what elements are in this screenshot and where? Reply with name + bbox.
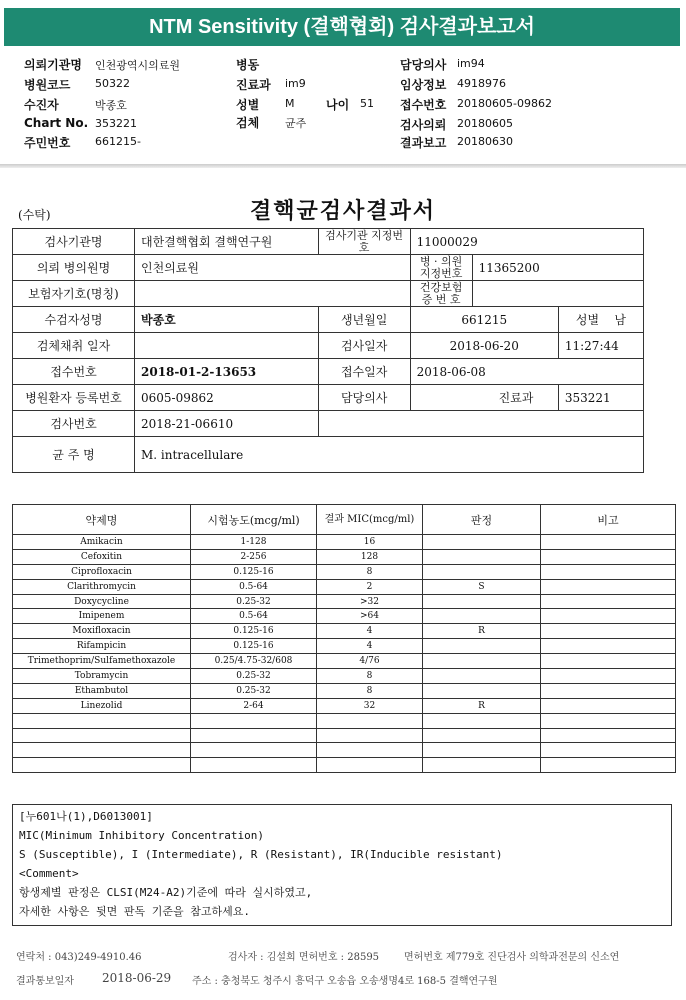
footer-report-label: 결과통보일자 <box>16 976 74 987</box>
col-header: 비고 <box>541 505 676 535</box>
drug-row <box>13 713 676 728</box>
drug-cell: 32 <box>317 698 423 713</box>
drug-cell: 128 <box>317 549 423 564</box>
drug-cell: 0.125-16 <box>191 624 317 639</box>
col-header: 시험농도(mcg/ml) <box>191 505 317 535</box>
drug-cell <box>541 669 676 684</box>
footer-report-date: 2018-06-29 <box>102 971 172 985</box>
drug-cell: S <box>423 579 541 594</box>
drug-cell: Trimethoprim/Sulfamethoxazole <box>13 654 191 669</box>
drug-cell <box>423 654 541 669</box>
footer-address: 주소 : 충청북도 청주시 흥덕구 오송읍 오송생명4로 168-5 결핵연구원 <box>192 976 498 987</box>
drug-row <box>13 594 676 609</box>
drug-row <box>13 624 676 639</box>
scanned-document <box>0 172 686 1000</box>
col-header: 판정 <box>423 505 541 535</box>
drug-cell: >32 <box>317 594 423 609</box>
drug-cell <box>541 728 676 743</box>
divider <box>0 164 686 168</box>
value: 20180605 <box>457 117 513 130</box>
drug-row <box>13 579 676 594</box>
drug-row <box>13 669 676 684</box>
info-value: 대한결핵협회 결핵연구원 <box>135 229 319 255</box>
drug-cell: 0.25-32 <box>191 683 317 698</box>
value: 인천광역시의료원 <box>95 59 181 72</box>
drug-cell: >64 <box>317 609 423 624</box>
comment-line: S (Susceptible), I (Intermediate), R (Resistant), IR(Inducible resistant) <box>19 848 503 861</box>
label: 병원코드 <box>24 78 71 92</box>
info-value: 353221 <box>558 385 643 411</box>
drug-cell: Ethambutol <box>13 683 191 698</box>
drug-cell <box>541 758 676 773</box>
value: im94 <box>457 57 485 70</box>
info-label: 건강보험 증 번 호 <box>410 281 472 307</box>
info-value <box>135 333 319 359</box>
label: 성별 <box>236 98 260 112</box>
info-value: 2018-06-20 <box>410 333 558 359</box>
drug-cell: Amikacin <box>13 535 191 550</box>
drug-cell <box>541 535 676 550</box>
drug-cell: R <box>423 624 541 639</box>
info-value <box>558 307 643 333</box>
drug-rows <box>13 535 676 773</box>
drug-cell: 2-256 <box>191 549 317 564</box>
info-label: 병 · 의원 지정번호 <box>410 255 472 281</box>
drug-cell: 0.5-64 <box>191 609 317 624</box>
drug-row <box>13 743 676 758</box>
footer-tel: 연락처 : 043)249-4910.46 <box>16 952 142 963</box>
label: 나이 <box>326 98 350 112</box>
value: 4918976 <box>457 77 506 90</box>
doc-tag: (수탁) <box>18 208 51 222</box>
drug-row <box>13 639 676 654</box>
label: 진료과 <box>236 78 271 92</box>
value: M <box>285 97 295 110</box>
comment-box <box>12 804 672 926</box>
drug-table <box>12 504 676 773</box>
drug-cell: 4 <box>317 639 423 654</box>
drug-cell: 0.25-32 <box>191 594 317 609</box>
drug-cell: 0.25/4.75-32/608 <box>191 654 317 669</box>
report-header <box>0 52 686 164</box>
drug-cell <box>423 535 541 550</box>
drug-cell <box>541 594 676 609</box>
drug-cell <box>423 609 541 624</box>
drug-cell <box>541 713 676 728</box>
info-label: 검체채취 일자 <box>13 333 135 359</box>
drug-row <box>13 564 676 579</box>
drug-cell <box>541 698 676 713</box>
info-value <box>135 281 411 307</box>
drug-cell <box>423 669 541 684</box>
sex-label: 성별 <box>575 313 600 327</box>
drug-row <box>13 698 676 713</box>
drug-cell: Linezolid <box>13 698 191 713</box>
report-title: NTM Sensitivity (결핵협회) 검사결과보고서 <box>4 8 680 46</box>
drug-cell <box>541 549 676 564</box>
sex-value: 남 <box>614 313 626 327</box>
drug-cell <box>541 743 676 758</box>
drug-row <box>13 758 676 773</box>
drug-cell <box>423 594 541 609</box>
drug-cell: 0.5-64 <box>191 579 317 594</box>
info-label: 수검자성명 <box>13 307 135 333</box>
drug-cell: 0.125-16 <box>191 639 317 654</box>
drug-cell: 4/76 <box>317 654 423 669</box>
info-value: 인천의료원 <box>135 255 411 281</box>
drug-cell: 1-128 <box>191 535 317 550</box>
label: 의뢰기관명 <box>24 58 82 72</box>
drug-cell <box>423 564 541 579</box>
col-header: 약제명 <box>13 505 191 535</box>
label: 수진자 <box>24 98 59 112</box>
info-table <box>12 228 644 473</box>
value: 50322 <box>95 77 130 90</box>
drug-row <box>13 683 676 698</box>
drug-cell <box>423 713 541 728</box>
info-value: 661215 <box>410 307 558 333</box>
info-value: 0605-09862 <box>135 385 319 411</box>
value: 353221 <box>95 117 137 130</box>
value: 661215- <box>95 135 141 148</box>
info-label: 생년월일 <box>318 307 410 333</box>
info-value: 11:27:44 <box>558 333 643 359</box>
drug-cell <box>191 728 317 743</box>
drug-cell: 4 <box>317 624 423 639</box>
drug-cell <box>423 683 541 698</box>
value: im9 <box>285 77 306 90</box>
label: 검체 <box>236 116 260 130</box>
drug-cell <box>423 728 541 743</box>
drug-cell: 8 <box>317 669 423 684</box>
label: 접수번호 <box>400 98 447 112</box>
value: 균주 <box>285 117 307 130</box>
info-value: M. intracellulare <box>135 437 644 473</box>
label: 담당의사 <box>400 58 447 72</box>
info-value <box>472 281 643 307</box>
drug-cell: Rifampicin <box>13 639 191 654</box>
info-value: 2018-21-06610 <box>135 411 319 437</box>
drug-cell <box>541 654 676 669</box>
value: 박종호 <box>95 99 127 112</box>
footer-license: 면허번호 제779호 진단검사 의학과전문의 신소연 <box>404 952 620 963</box>
drug-cell <box>317 728 423 743</box>
drug-cell <box>423 639 541 654</box>
drug-cell: 8 <box>317 683 423 698</box>
drug-cell <box>541 579 676 594</box>
label: 임상정보 <box>400 78 447 92</box>
doc-title: 결핵균검사결과서 <box>249 198 437 224</box>
drug-cell <box>13 743 191 758</box>
dept-label: 진료과 <box>498 391 534 405</box>
drug-cell <box>423 743 541 758</box>
info-value: 11365200 <box>472 255 643 281</box>
drug-cell <box>317 713 423 728</box>
info-label: 균 주 명 <box>13 437 135 473</box>
drug-cell <box>191 758 317 773</box>
drug-row <box>13 535 676 550</box>
drug-cell <box>13 758 191 773</box>
info-label: 보험자기호(명칭) <box>13 281 135 307</box>
label: 결과보고 <box>400 136 447 150</box>
drug-row <box>13 549 676 564</box>
drug-row <box>13 654 676 669</box>
info-value <box>410 385 558 411</box>
value: 20180630 <box>457 135 513 148</box>
drug-cell: Clarithromycin <box>13 579 191 594</box>
drug-cell <box>191 713 317 728</box>
drug-row <box>13 728 676 743</box>
drug-row <box>13 609 676 624</box>
info-value <box>318 411 643 437</box>
info-value: 2018-06-08 <box>410 359 643 385</box>
drug-cell <box>541 609 676 624</box>
info-label: 검사기관 지정번호 <box>318 229 410 255</box>
drug-cell: Doxycycline <box>13 594 191 609</box>
drug-cell: Imipenem <box>13 609 191 624</box>
drug-cell: 2-64 <box>191 698 317 713</box>
drug-cell <box>317 743 423 758</box>
info-label: 접수번호 <box>13 359 135 385</box>
drug-cell <box>13 728 191 743</box>
info-value: 11000029 <box>410 229 643 255</box>
info-value: 박종호 <box>135 307 319 333</box>
label: 병동 <box>236 58 260 72</box>
drug-cell <box>13 713 191 728</box>
drug-cell: Ciprofloxacin <box>13 564 191 579</box>
drug-cell: 2 <box>317 579 423 594</box>
drug-cell: 0.25-32 <box>191 669 317 684</box>
comment-line: <Comment> <box>19 867 79 880</box>
value: 51 <box>360 97 374 110</box>
drug-cell: Moxifloxacin <box>13 624 191 639</box>
drug-cell: Cefoxitin <box>13 549 191 564</box>
info-label: 의뢰 병의원명 <box>13 255 135 281</box>
col-header: 결과 MIC(mcg/ml) <box>317 505 423 535</box>
info-label: 검사번호 <box>13 411 135 437</box>
drug-cell <box>541 683 676 698</box>
drug-cell <box>541 564 676 579</box>
drug-cell <box>423 549 541 564</box>
comment-line: [누601나(1),D6013001] <box>19 810 153 823</box>
drug-cell: 16 <box>317 535 423 550</box>
info-label: 담당의사 <box>318 385 410 411</box>
drug-cell <box>317 758 423 773</box>
info-label: 검사일자 <box>318 333 410 359</box>
label: 검사의뢰 <box>400 118 447 132</box>
comment-line: MIC(Minimum Inhibitory Concentration) <box>19 829 265 842</box>
info-value: 2018-01-2-13653 <box>135 359 319 385</box>
drug-cell <box>191 743 317 758</box>
value: 20180605-09862 <box>457 97 552 110</box>
drug-cell <box>541 624 676 639</box>
info-label: 병원환자 등록번호 <box>13 385 135 411</box>
info-label: 검사기관명 <box>13 229 135 255</box>
drug-cell: R <box>423 698 541 713</box>
info-label: 접수일자 <box>318 359 410 385</box>
label: Chart No. <box>24 116 89 130</box>
drug-cell <box>541 639 676 654</box>
label: 주민번호 <box>24 136 71 150</box>
drug-cell: 8 <box>317 564 423 579</box>
drug-cell: Tobramycin <box>13 669 191 684</box>
comment-line: 항생제별 판정은 CLSI(M24-A2)기준에 따라 실시하였고, <box>19 886 313 899</box>
drug-cell: 0.125-16 <box>191 564 317 579</box>
footer-tester: 검사자 : 김설희 면허번호 : 28595 <box>228 952 380 963</box>
comment-line: 자세한 사항은 뒷면 판독 기준을 참고하세요. <box>19 905 251 918</box>
drug-cell <box>423 758 541 773</box>
